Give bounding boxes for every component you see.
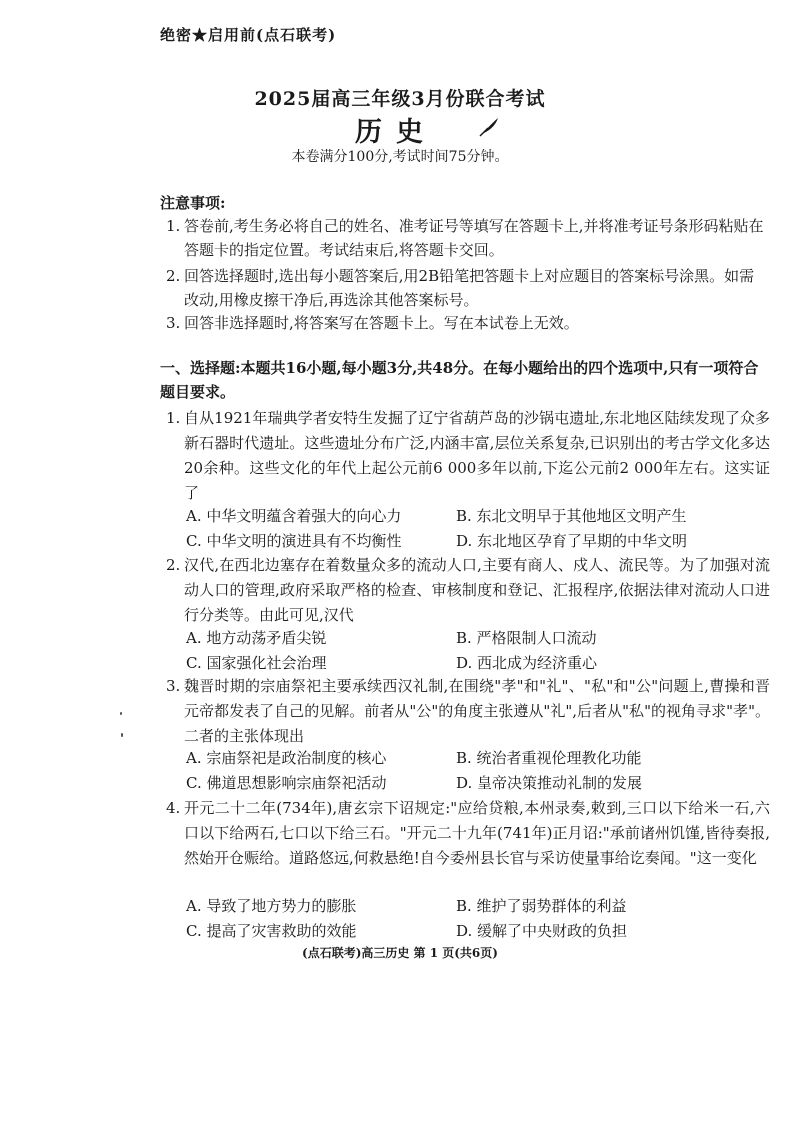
option-a: A. 宗庙祭祀是政治制度的核心 bbox=[186, 749, 387, 767]
note-item bbox=[166, 264, 766, 312]
question-2 bbox=[166, 553, 770, 628]
question-number: 2. bbox=[166, 556, 181, 574]
option-b: B. 东北文明早于其他地区文明产生 bbox=[456, 507, 687, 525]
option-a: A. 导致了地方势力的膨胀 bbox=[186, 897, 357, 915]
note-number: 3. bbox=[166, 314, 181, 332]
option-c: C. 提高了灾害救助的效能 bbox=[186, 922, 357, 940]
option-b: B. 严格限制人口流动 bbox=[456, 629, 597, 647]
question-number: 4. bbox=[166, 799, 181, 817]
question-number: 1. bbox=[166, 409, 181, 427]
question-4 bbox=[166, 796, 770, 871]
question-stem: 魏晋时期的宗庙祭祀主要承续西汉礼制,在围绕"孝"和"礼"、"私"和"公"问题上,曹操和晋元帝都发表了自己的见解。前者从"公"的角度主张遵从"礼",后者从"私"的视角寻求"孝"。二者的主张体现出 bbox=[184, 677, 770, 745]
option-d: D. 皇帝决策推动礼制的发展 bbox=[456, 774, 643, 792]
question-3 bbox=[166, 674, 770, 749]
option-a: A. 中华文明蕴含着强大的向心力 bbox=[186, 507, 402, 525]
option-c: C. 中华文明的演进具有不均衡性 bbox=[186, 532, 402, 550]
subject-title: 历史 bbox=[355, 117, 437, 148]
note-text: 答卷前,考生务必将自己的姓名、准考证号等填写在答题卡上,并将准考证号条形码粘贴在答题卡的指定位置。考试结束后,将答题卡交回。 bbox=[184, 217, 764, 259]
option-d: D. 东北地区孕育了早期的中华文明 bbox=[456, 532, 688, 550]
question-stem: 开元二十二年(734年),唐玄宗下诏规定:"应给贷粮,本州录奏,敕到,三口以下给米一石,六口以下给两石,七口以下给三石。"开元二十九年(741年)正月诏:"承前诸州饥馑,皆待奏报,然始开仓赈给。道路悠远,何救悬绝!自今委州县长官与采访使量事给讫奏闻。"这一变化 bbox=[184, 799, 770, 867]
question-stem: 汉代,在西北边塞存在着数量众多的流动人口,主要有商人、戍人、流民等。为了加强对流动人口的管理,政府采取严格的检查、审核制度和登记、汇报程序,依据法律对流动人口进行分类等。由此可见,汉代 bbox=[184, 556, 770, 624]
confidential-label: 绝密★启用前(点石联考) bbox=[160, 26, 337, 44]
option-d: D. 缓解了中央财政的负担 bbox=[456, 922, 628, 940]
page-footer: (点石联考)高三历史 第 1 页(共6页) bbox=[302, 946, 498, 960]
note-text: 回答选择题时,选出每小题答案后,用2B铅笔把答题卡上对应题目的答案标号涂黑。如需改动,用橡皮擦干净后,再选涂其他答案标号。 bbox=[184, 267, 755, 309]
question-stem: 自从1921年瑞典学者安特生发掘了辽宁省葫芦岛的沙锅屯遗址,东北地区陆续发现了众多新石器时代遗址。这些遗址分布广泛,内涵丰富,层位关系复杂,已识别出的考古学文化多达20余种。这些文化的年代上起公元前6 000多年以前,下迄公元前2 000年左右。这实证了 bbox=[184, 409, 770, 502]
option-c: C. 国家强化社会治理 bbox=[186, 654, 327, 672]
note-text: 回答非选择题时,将答案写在答题卡上。写在本试卷上无效。 bbox=[184, 314, 579, 332]
note-number: 1. bbox=[166, 217, 181, 235]
option-b: B. 统治者重视伦理教化功能 bbox=[456, 749, 642, 767]
scan-speck bbox=[121, 733, 123, 737]
exam-duration-note: 本卷满分100分,考试时间75分钟。 bbox=[291, 149, 509, 165]
exam-title: 2025届高三年级3月份联合考试 bbox=[254, 88, 546, 110]
question-1 bbox=[166, 406, 770, 506]
option-c: C. 佛道思想影响宗庙祭祀活动 bbox=[186, 774, 387, 792]
question-number: 3. bbox=[166, 677, 181, 695]
note-number: 2. bbox=[166, 267, 181, 285]
option-d: D. 西北成为经济重心 bbox=[456, 654, 598, 672]
scan-speck bbox=[120, 712, 122, 715]
notes-heading: 注意事项: bbox=[160, 194, 226, 212]
note-item bbox=[166, 214, 766, 262]
note-item bbox=[166, 311, 766, 335]
feather-mark-icon bbox=[478, 116, 500, 138]
section-title: 一、选择题:本题共16小题,每小题3分,共48分。在每小题给出的四个选项中,只有一项符合题目要求。 bbox=[160, 359, 759, 401]
option-b: B. 维护了弱势群体的利益 bbox=[456, 897, 627, 915]
option-a: A. 地方动荡矛盾尖锐 bbox=[186, 629, 327, 647]
